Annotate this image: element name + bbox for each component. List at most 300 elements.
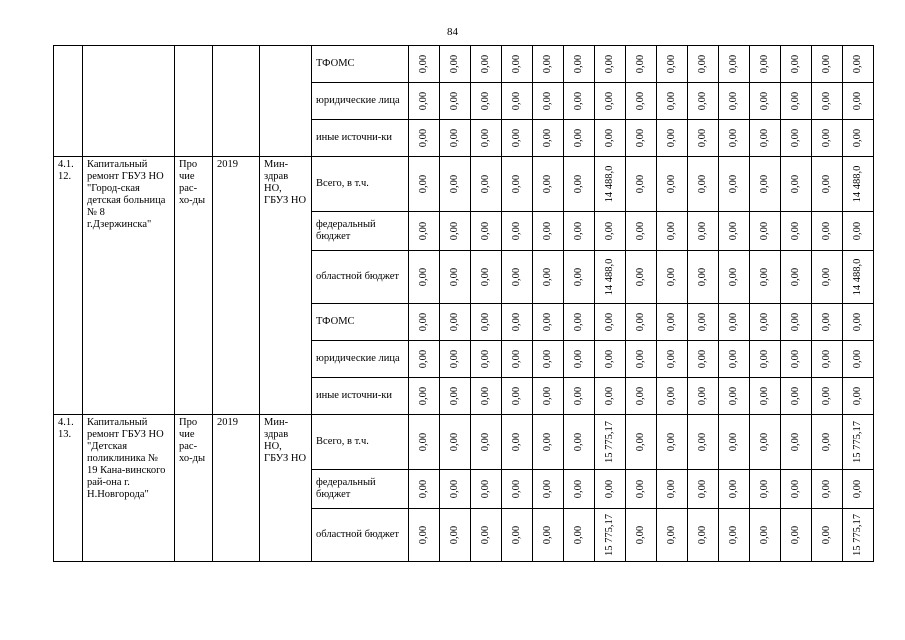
value-cell bbox=[595, 304, 626, 341]
value-cell bbox=[719, 120, 750, 157]
value-cell bbox=[595, 378, 626, 415]
value-cell bbox=[564, 83, 595, 120]
value-text: 0,00 bbox=[821, 386, 832, 406]
value-text: 0,00 bbox=[666, 525, 677, 545]
value-text: 0,00 bbox=[480, 174, 491, 194]
value-cell bbox=[595, 251, 626, 304]
value-cell bbox=[750, 470, 781, 509]
value-text: 0,00 bbox=[573, 267, 584, 287]
value-text: 0,00 bbox=[759, 91, 770, 111]
value-text: 0,00 bbox=[511, 267, 522, 287]
value-cell bbox=[533, 378, 564, 415]
value-text: 0,00 bbox=[542, 91, 553, 111]
value-cell bbox=[843, 251, 874, 304]
value-cell bbox=[781, 509, 812, 562]
source-cell: иные источни-ки bbox=[312, 378, 409, 415]
value-text: 0,00 bbox=[759, 174, 770, 194]
value-text: 0,00 bbox=[790, 174, 801, 194]
value-cell bbox=[409, 509, 440, 562]
value-text: 0,00 bbox=[821, 432, 832, 452]
value-text: 0,00 bbox=[480, 349, 491, 369]
budget-table bbox=[53, 45, 874, 562]
value-text: 0,00 bbox=[449, 312, 460, 332]
value-cell bbox=[843, 470, 874, 509]
value-cell bbox=[626, 212, 657, 251]
value-text: 0,00 bbox=[635, 128, 646, 148]
value-text: 0,00 bbox=[511, 174, 522, 194]
value-text: 0,00 bbox=[573, 479, 584, 499]
value-text: 0,00 bbox=[542, 386, 553, 406]
value-text: 0,00 bbox=[511, 386, 522, 406]
value-cell bbox=[440, 251, 471, 304]
value-text: 0,00 bbox=[790, 221, 801, 241]
value-cell bbox=[657, 341, 688, 378]
value-text: 0,00 bbox=[821, 91, 832, 111]
value-text: 0,00 bbox=[542, 479, 553, 499]
value-cell bbox=[843, 157, 874, 212]
value-text: 15 775,17 bbox=[604, 421, 615, 463]
value-text: 0,00 bbox=[635, 349, 646, 369]
value-text: 0,00 bbox=[635, 479, 646, 499]
value-cell bbox=[564, 378, 595, 415]
value-text: 0,00 bbox=[542, 267, 553, 287]
value-text: 0,00 bbox=[697, 349, 708, 369]
value-text: 0,00 bbox=[635, 91, 646, 111]
value-cell bbox=[719, 304, 750, 341]
value-text: 14 488,0 bbox=[852, 165, 863, 203]
value-cell bbox=[781, 83, 812, 120]
value-cell bbox=[595, 470, 626, 509]
value-text: 0,00 bbox=[728, 91, 739, 111]
value-cell bbox=[409, 120, 440, 157]
value-text: 0,00 bbox=[418, 54, 429, 74]
value-text: 0,00 bbox=[666, 267, 677, 287]
value-cell bbox=[688, 212, 719, 251]
value-text: 0,00 bbox=[666, 349, 677, 369]
value-cell bbox=[657, 470, 688, 509]
value-cell bbox=[440, 304, 471, 341]
value-cell bbox=[564, 415, 595, 470]
value-cell bbox=[781, 378, 812, 415]
value-cell bbox=[719, 251, 750, 304]
value-cell bbox=[812, 470, 843, 509]
value-text: 0,00 bbox=[604, 221, 615, 241]
item-executor: Мин-здрав НО, ГБУЗ НО bbox=[260, 157, 312, 415]
value-cell bbox=[502, 509, 533, 562]
value-cell bbox=[595, 83, 626, 120]
value-text: 0,00 bbox=[449, 54, 460, 74]
value-text: 0,00 bbox=[852, 91, 863, 111]
value-text: 0,00 bbox=[790, 525, 801, 545]
value-text: 0,00 bbox=[790, 54, 801, 74]
value-cell bbox=[719, 83, 750, 120]
value-text: 0,00 bbox=[821, 479, 832, 499]
value-cell bbox=[440, 83, 471, 120]
value-cell bbox=[564, 46, 595, 83]
value-text: 0,00 bbox=[573, 174, 584, 194]
value-cell bbox=[533, 46, 564, 83]
value-text: 14 488,0 bbox=[604, 258, 615, 296]
value-text: 0,00 bbox=[511, 128, 522, 148]
value-cell bbox=[750, 157, 781, 212]
value-text: 0,00 bbox=[542, 221, 553, 241]
value-text: 0,00 bbox=[449, 349, 460, 369]
value-text: 0,00 bbox=[728, 479, 739, 499]
value-cell bbox=[812, 415, 843, 470]
value-text: 0,00 bbox=[480, 386, 491, 406]
value-cell bbox=[688, 378, 719, 415]
value-text: 15 775,17 bbox=[852, 421, 863, 463]
value-cell bbox=[595, 341, 626, 378]
value-text: 0,00 bbox=[511, 54, 522, 74]
value-cell bbox=[750, 304, 781, 341]
value-cell bbox=[750, 83, 781, 120]
value-text: 0,00 bbox=[666, 221, 677, 241]
value-cell bbox=[843, 509, 874, 562]
source-cell: областной бюджет bbox=[312, 509, 409, 562]
value-cell bbox=[657, 304, 688, 341]
value-text: 0,00 bbox=[728, 267, 739, 287]
value-text: 0,00 bbox=[480, 525, 491, 545]
value-text: 0,00 bbox=[418, 432, 429, 452]
value-text: 0,00 bbox=[604, 349, 615, 369]
value-text: 0,00 bbox=[697, 267, 708, 287]
value-text: 0,00 bbox=[449, 267, 460, 287]
value-text: 0,00 bbox=[728, 128, 739, 148]
value-text: 0,00 bbox=[418, 525, 429, 545]
value-text: 0,00 bbox=[449, 91, 460, 111]
value-cell bbox=[440, 46, 471, 83]
value-text: 0,00 bbox=[480, 267, 491, 287]
value-cell bbox=[657, 212, 688, 251]
value-text: 0,00 bbox=[573, 91, 584, 111]
value-cell bbox=[409, 157, 440, 212]
value-text: 0,00 bbox=[728, 386, 739, 406]
value-cell bbox=[750, 415, 781, 470]
value-text: 0,00 bbox=[697, 432, 708, 452]
value-cell bbox=[471, 304, 502, 341]
value-cell bbox=[781, 304, 812, 341]
value-cell bbox=[626, 304, 657, 341]
value-text: 0,00 bbox=[418, 349, 429, 369]
value-text: 0,00 bbox=[511, 432, 522, 452]
value-cell bbox=[719, 212, 750, 251]
value-cell bbox=[564, 212, 595, 251]
value-cell bbox=[533, 470, 564, 509]
value-text: 0,00 bbox=[573, 349, 584, 369]
value-text: 0,00 bbox=[542, 128, 553, 148]
value-text: 0,00 bbox=[821, 221, 832, 241]
value-text: 0,00 bbox=[852, 349, 863, 369]
value-cell bbox=[626, 470, 657, 509]
value-text: 0,00 bbox=[728, 221, 739, 241]
value-text: 0,00 bbox=[573, 128, 584, 148]
value-cell bbox=[688, 83, 719, 120]
value-cell bbox=[781, 120, 812, 157]
value-cell bbox=[719, 341, 750, 378]
value-text: 0,00 bbox=[449, 525, 460, 545]
value-text: 0,00 bbox=[573, 525, 584, 545]
value-text: 0,00 bbox=[759, 386, 770, 406]
value-cell bbox=[781, 415, 812, 470]
value-text: 0,00 bbox=[480, 128, 491, 148]
value-cell bbox=[533, 304, 564, 341]
value-text: 0,00 bbox=[604, 54, 615, 74]
item-year: 2019 bbox=[213, 415, 260, 562]
value-cell bbox=[812, 212, 843, 251]
value-cell bbox=[471, 415, 502, 470]
value-cell bbox=[719, 470, 750, 509]
value-cell bbox=[533, 341, 564, 378]
value-cell bbox=[657, 157, 688, 212]
value-cell bbox=[409, 251, 440, 304]
value-cell bbox=[409, 212, 440, 251]
value-text: 0,00 bbox=[418, 174, 429, 194]
value-text: 0,00 bbox=[728, 349, 739, 369]
value-text: 0,00 bbox=[666, 432, 677, 452]
source-cell: юридические лица bbox=[312, 341, 409, 378]
value-cell bbox=[595, 46, 626, 83]
value-cell bbox=[533, 157, 564, 212]
source-cell: иные источни-ки bbox=[312, 120, 409, 157]
value-text: 0,00 bbox=[821, 267, 832, 287]
value-cell bbox=[409, 470, 440, 509]
value-text: 0,00 bbox=[790, 479, 801, 499]
value-cell bbox=[471, 120, 502, 157]
value-cell bbox=[502, 415, 533, 470]
value-text: 0,00 bbox=[790, 267, 801, 287]
value-cell bbox=[595, 157, 626, 212]
value-text: 0,00 bbox=[790, 432, 801, 452]
value-cell bbox=[564, 251, 595, 304]
value-cell bbox=[409, 46, 440, 83]
value-cell bbox=[657, 46, 688, 83]
value-text: 0,00 bbox=[790, 128, 801, 148]
value-cell bbox=[626, 415, 657, 470]
value-text: 0,00 bbox=[635, 525, 646, 545]
value-cell bbox=[843, 341, 874, 378]
value-text: 15 775,17 bbox=[604, 514, 615, 556]
value-cell bbox=[626, 509, 657, 562]
value-text: 0,00 bbox=[511, 479, 522, 499]
value-text: 0,00 bbox=[604, 91, 615, 111]
value-text: 0,00 bbox=[573, 54, 584, 74]
value-cell bbox=[533, 120, 564, 157]
value-text: 0,00 bbox=[666, 174, 677, 194]
executor-cell bbox=[260, 46, 312, 157]
value-text: 0,00 bbox=[542, 54, 553, 74]
value-text: 0,00 bbox=[728, 432, 739, 452]
value-text: 0,00 bbox=[573, 312, 584, 332]
value-cell bbox=[688, 157, 719, 212]
value-cell bbox=[812, 378, 843, 415]
value-text: 0,00 bbox=[635, 267, 646, 287]
value-cell bbox=[843, 212, 874, 251]
value-cell bbox=[657, 509, 688, 562]
value-cell bbox=[409, 304, 440, 341]
source-cell: Всего, в т.ч. bbox=[312, 157, 409, 212]
value-cell bbox=[688, 415, 719, 470]
value-text: 0,00 bbox=[728, 525, 739, 545]
value-text: 0,00 bbox=[542, 312, 553, 332]
value-cell bbox=[657, 378, 688, 415]
value-cell bbox=[502, 46, 533, 83]
value-text: 0,00 bbox=[511, 91, 522, 111]
value-text: 0,00 bbox=[418, 479, 429, 499]
value-cell bbox=[812, 46, 843, 83]
value-text: 0,00 bbox=[418, 267, 429, 287]
value-text: 0,00 bbox=[697, 312, 708, 332]
value-text: 0,00 bbox=[418, 312, 429, 332]
value-text: 0,00 bbox=[821, 128, 832, 148]
value-text: 0,00 bbox=[418, 221, 429, 241]
value-text: 0,00 bbox=[635, 174, 646, 194]
item-executor: Мин-здрав НО, ГБУЗ НО bbox=[260, 415, 312, 562]
value-cell bbox=[409, 341, 440, 378]
value-cell bbox=[843, 120, 874, 157]
table-row bbox=[54, 46, 874, 83]
value-cell bbox=[471, 157, 502, 212]
value-text: 0,00 bbox=[573, 221, 584, 241]
value-cell bbox=[409, 415, 440, 470]
value-cell bbox=[440, 120, 471, 157]
value-cell bbox=[626, 378, 657, 415]
value-text: 0,00 bbox=[511, 312, 522, 332]
value-text: 0,00 bbox=[604, 312, 615, 332]
source-cell: ТФОМС bbox=[312, 304, 409, 341]
value-cell bbox=[750, 120, 781, 157]
value-cell bbox=[688, 46, 719, 83]
value-text: 14 488,0 bbox=[852, 258, 863, 296]
value-cell bbox=[719, 415, 750, 470]
value-text: 0,00 bbox=[697, 54, 708, 74]
value-cell bbox=[471, 251, 502, 304]
value-text: 0,00 bbox=[852, 386, 863, 406]
value-cell bbox=[812, 157, 843, 212]
value-cell bbox=[688, 304, 719, 341]
value-cell bbox=[440, 378, 471, 415]
value-text: 0,00 bbox=[666, 128, 677, 148]
value-text: 0,00 bbox=[604, 479, 615, 499]
value-cell bbox=[657, 83, 688, 120]
value-cell bbox=[502, 341, 533, 378]
value-cell bbox=[564, 120, 595, 157]
item-type: Про чие рас-хо-ды bbox=[175, 157, 213, 415]
item-name: Капитальный ремонт ГБУЗ НО "Город-ская детская больница № 8 г.Дзержинска" bbox=[83, 157, 175, 415]
value-cell bbox=[781, 341, 812, 378]
value-cell bbox=[533, 251, 564, 304]
source-cell: Всего, в т.ч. bbox=[312, 415, 409, 470]
source-cell: областной бюджет bbox=[312, 251, 409, 304]
value-text: 0,00 bbox=[480, 54, 491, 74]
value-text: 0,00 bbox=[759, 221, 770, 241]
value-text: 0,00 bbox=[759, 525, 770, 545]
source-cell: федеральный бюджет bbox=[312, 470, 409, 509]
value-cell bbox=[626, 83, 657, 120]
value-cell bbox=[471, 470, 502, 509]
value-text: 0,00 bbox=[852, 128, 863, 148]
number-cell bbox=[54, 46, 83, 157]
value-text: 0,00 bbox=[480, 91, 491, 111]
value-text: 0,00 bbox=[697, 479, 708, 499]
value-cell bbox=[595, 509, 626, 562]
year-cell bbox=[213, 46, 260, 157]
value-cell bbox=[533, 83, 564, 120]
value-cell bbox=[471, 212, 502, 251]
value-cell bbox=[719, 378, 750, 415]
value-cell bbox=[688, 341, 719, 378]
value-cell bbox=[750, 251, 781, 304]
value-cell bbox=[812, 509, 843, 562]
value-text: 0,00 bbox=[666, 312, 677, 332]
value-cell bbox=[781, 157, 812, 212]
value-cell bbox=[533, 415, 564, 470]
value-text: 0,00 bbox=[852, 479, 863, 499]
value-text: 0,00 bbox=[697, 525, 708, 545]
value-cell bbox=[626, 251, 657, 304]
value-text: 0,00 bbox=[666, 54, 677, 74]
value-cell bbox=[471, 46, 502, 83]
value-cell bbox=[564, 470, 595, 509]
value-text: 0,00 bbox=[449, 174, 460, 194]
name-cell bbox=[83, 46, 175, 157]
value-text: 0,00 bbox=[604, 386, 615, 406]
table-row bbox=[54, 157, 874, 212]
value-cell bbox=[440, 212, 471, 251]
value-cell bbox=[595, 212, 626, 251]
value-text: 0,00 bbox=[666, 91, 677, 111]
table-row bbox=[54, 415, 874, 470]
value-cell bbox=[502, 120, 533, 157]
item-year: 2019 bbox=[213, 157, 260, 415]
value-cell bbox=[564, 304, 595, 341]
value-cell bbox=[502, 157, 533, 212]
value-cell bbox=[843, 83, 874, 120]
value-cell bbox=[657, 415, 688, 470]
value-text: 0,00 bbox=[697, 386, 708, 406]
source-cell: ТФОМС bbox=[312, 46, 409, 83]
value-cell bbox=[719, 157, 750, 212]
value-text: 0,00 bbox=[759, 312, 770, 332]
value-cell bbox=[688, 509, 719, 562]
value-text: 0,00 bbox=[542, 525, 553, 545]
value-cell bbox=[626, 120, 657, 157]
value-cell bbox=[502, 304, 533, 341]
value-text: 0,00 bbox=[635, 312, 646, 332]
value-cell bbox=[781, 212, 812, 251]
value-text: 0,00 bbox=[449, 128, 460, 148]
value-cell bbox=[812, 341, 843, 378]
value-text: 0,00 bbox=[821, 525, 832, 545]
value-cell bbox=[781, 470, 812, 509]
value-text: 0,00 bbox=[542, 432, 553, 452]
value-text: 0,00 bbox=[511, 221, 522, 241]
value-text: 0,00 bbox=[480, 312, 491, 332]
value-text: 0,00 bbox=[635, 432, 646, 452]
value-cell bbox=[750, 341, 781, 378]
value-text: 0,00 bbox=[697, 174, 708, 194]
value-text: 0,00 bbox=[790, 386, 801, 406]
item-number: 4.1. 13. bbox=[54, 415, 83, 562]
value-cell bbox=[812, 83, 843, 120]
value-text: 0,00 bbox=[666, 479, 677, 499]
item-number: 4.1. 12. bbox=[54, 157, 83, 415]
value-cell bbox=[843, 415, 874, 470]
value-text: 0,00 bbox=[449, 432, 460, 452]
value-text: 0,00 bbox=[666, 386, 677, 406]
value-text: 0,00 bbox=[759, 54, 770, 74]
value-text: 0,00 bbox=[480, 221, 491, 241]
